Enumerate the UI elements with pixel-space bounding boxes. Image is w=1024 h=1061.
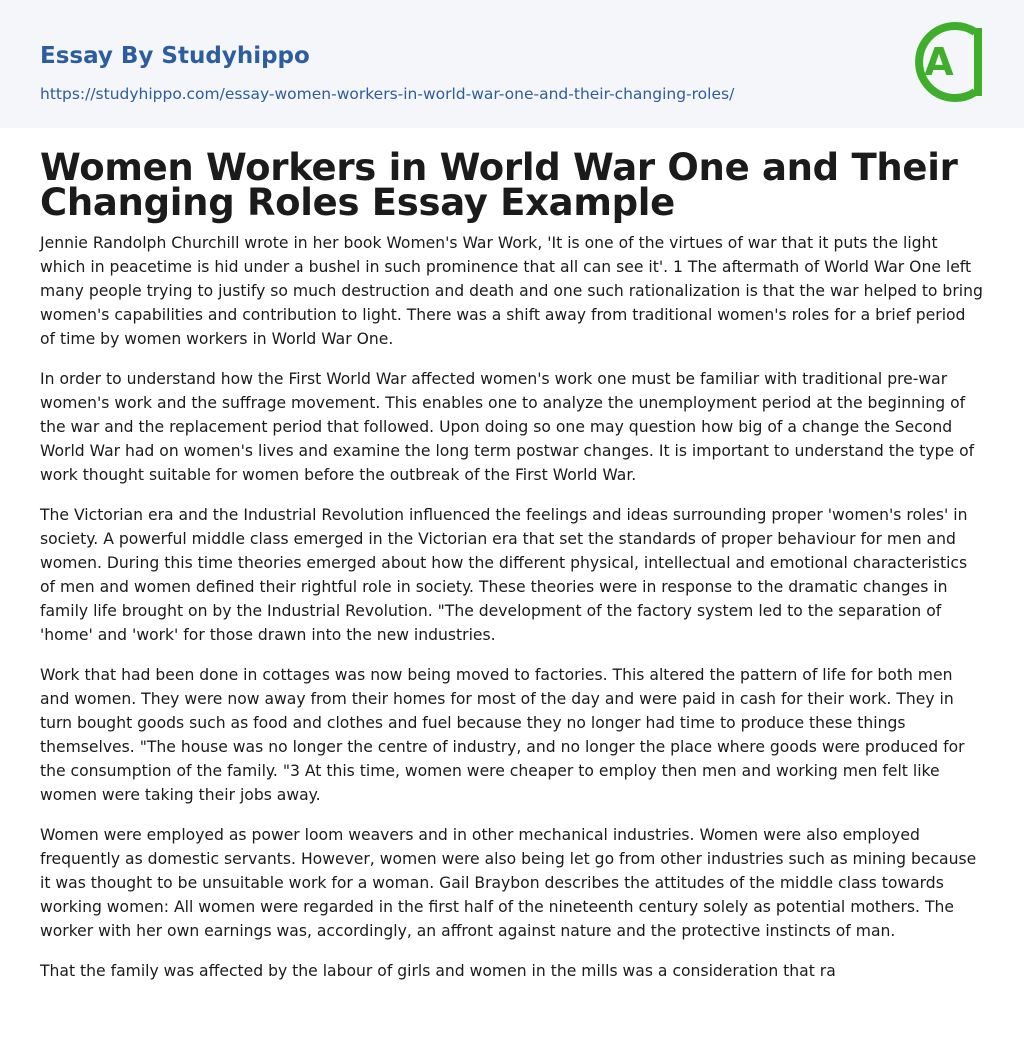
logo-letter: A [924,40,954,84]
article [0,128,1024,983]
circle-a-logo-icon[interactable] [912,18,986,106]
article-paragraph-2: In order to understand how the First World War affected women's work one must be familiar with traditional pre-war women's work and the suffrage movement. This enables one to analyze the unemployment period at the beginning of the war and the replacement period that followed. Upon doing so one may question how big of a change the Second World War had on women's lives and examine the long term postwar changes. It is important to understand the type of work thought suitable for women before the outbreak of the First World War. [40,370,975,484]
site-header [0,0,1024,128]
article-paragraph-1: Jennie Randolph Churchill wrote in her book Women's War Work, 'It is one of the virtues of war that it puts the light which in peacetime is hid under a bushel in such prominence that all can see it'. 1 The aftermath of World War One left many people trying to justify so much destruction and death and one such rationalization is that the war helped to bring women's capabilities and contribution to light. There was a shift away from traditional women's roles for a brief period of time by women workers in World War One. [40,234,983,348]
site-brand[interactable]: Essay By Studyhippo [40,43,310,69]
article-paragraph-6: That the family was affected by the labour of girls and women in the mills was a consideration that ra [40,962,836,980]
article-paragraph-3: The Victorian era and the Industrial Revolution influenced the feelings and ideas surrounding proper 'women's roles' in society. A powerful middle class emerged in the Victorian era that set the standards of proper behaviour for men and women. During this time theories emerged about how the different physical, intellectual and emotional characteristics of men and women defined their rightful role in society. These theories were in response to the dramatic changes in family life brought on by the Industrial Revolution. "The development of the factory system led to the separation of 'home' and 'work' for those drawn into the new industries. [40,506,968,644]
article-paragraph-4: Work that had been done in cottages was now being moved to factories. This altered the pattern of life for both men and women. They were now away from their homes for most of the day and were paid in cash for their work. They in turn bought goods such as food and clothes and fuel because they no longer had time to produce these things themselves. "The house was no longer the centre of industry, and no longer the place where goods were produced for the consumption of the family. "3 At this time, women were cheaper to employ then men and working men felt like women were taking their jobs away. [40,666,965,804]
article-paragraph-5: Women were employed as power loom weavers and in other mechanical industries. Women were also employed frequently as domestic servants. However, women were also being let go from other industries such as mining because it was thought to be unsuitable work for a woman. Gail Braybon describes the attitudes of the middle class towards working women: All women were regarded in the first half of the nineteenth century solely as potential mothers. The worker with her own earnings was, accordingly, an affront against nature and the protective instincts of man. [40,826,977,940]
article-title: Women Workers in World War One and Their Changing Roles Essay Example [40,146,958,224]
page-url-link[interactable]: https://studyhippo.com/essay-women-workers-in-world-war-one-and-their-changing-roles/ [40,85,735,103]
